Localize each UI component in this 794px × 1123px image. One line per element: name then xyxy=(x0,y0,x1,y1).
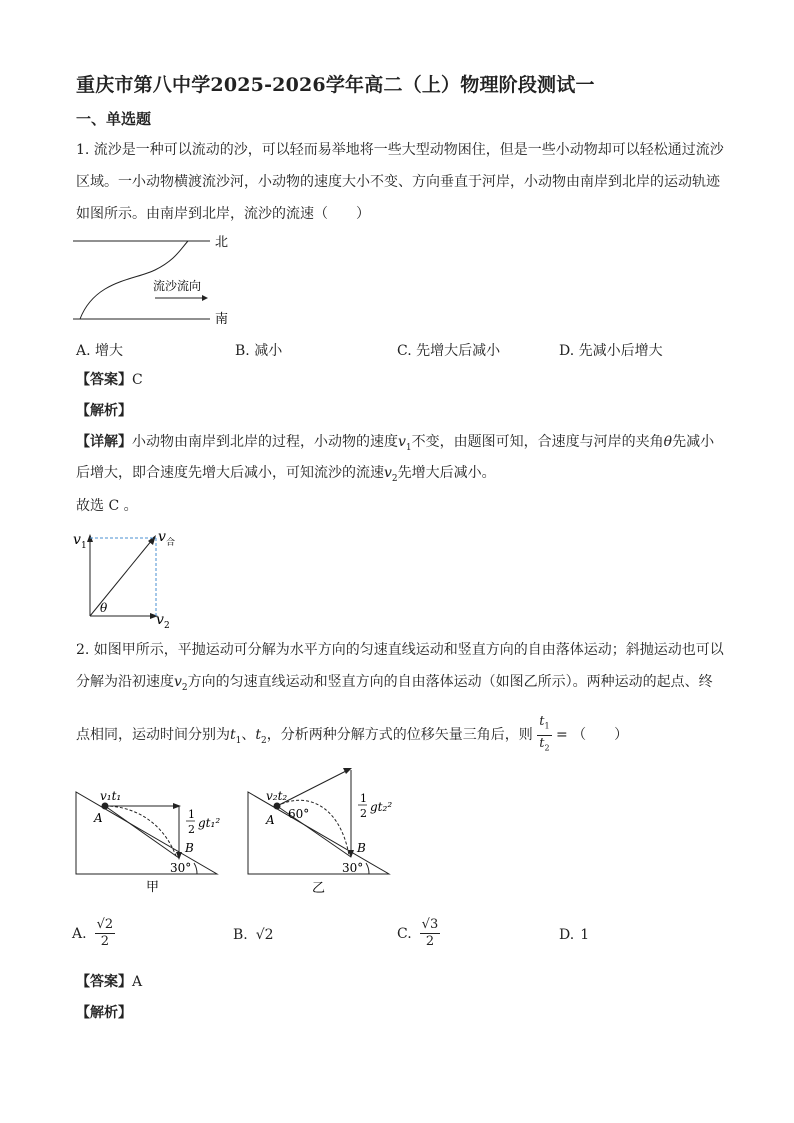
svg-text:θ: θ xyxy=(100,601,108,615)
svg-text:2: 2 xyxy=(188,823,195,836)
north-label: 北 xyxy=(215,235,229,250)
svg-text:60°: 60° xyxy=(288,807,310,821)
svg-text:A: A xyxy=(266,813,275,827)
svg-text:合: 合 xyxy=(166,538,176,548)
flow-label: 流沙流向 xyxy=(153,279,202,293)
q1-option-b: B. 减小 xyxy=(235,343,283,359)
svg-text:30°: 30° xyxy=(170,861,192,875)
svg-text:gt₂²: gt₂² xyxy=(370,800,393,814)
answer-tag: 【答案】 xyxy=(76,372,132,388)
q2-line3: 点相同，运动时间分别为$t_1$、$t_2$，分析两种分解方式的位移矢量三角后，则 $\frac{t_1}{t_2}$ = （ ） xyxy=(76,714,628,756)
svg-text:2: 2 xyxy=(360,807,367,820)
q1-conclusion: 故选 C 。 xyxy=(76,498,138,514)
q2-line2: 分解为沿初速度$v_2$方向的匀速直线运动和竖直方向的自由落体运动（如图乙所示）。两种运动的起点、终 xyxy=(76,674,713,693)
start-point xyxy=(102,803,109,810)
q2-answer: 【答案】A xyxy=(76,974,143,990)
q1-line2: 区域。一小动物横渡流沙河，小动物的速度大小不变、方向垂直于河岸，小动物由南岸到北岸的运动轨迹 xyxy=(76,174,720,190)
q1-line3: 如图所示。由南岸到北岸，流沙的流速（ ） xyxy=(76,206,370,222)
svg-text:B: B xyxy=(185,841,194,855)
svg-text:B: B xyxy=(357,841,366,855)
answer-value: C xyxy=(132,372,143,388)
svg-text:v₁t₁: v₁t₁ xyxy=(100,789,122,803)
q2-figure-yi xyxy=(244,762,394,895)
svg-text:甲: 甲 xyxy=(146,880,160,895)
q1-analysis-tag: 【解析】 xyxy=(76,403,132,419)
q1-option-c: C. 先增大后减小 xyxy=(397,343,501,359)
q2-analysis-tag: 【解析】 xyxy=(76,1005,132,1021)
svg-text:2: 2 xyxy=(164,621,170,628)
q1-option-a: A. 增大 xyxy=(76,343,124,359)
svg-text:v₂t₂: v₂t₂ xyxy=(266,789,288,803)
svg-text:乙: 乙 xyxy=(312,881,326,895)
q2-line1: 2. 如图甲所示，平抛运动可分解为水平方向的匀速直线运动和竖直方向的自由落体运动；斜抛运动也可以 xyxy=(76,642,724,658)
q1-line1: 1. 流沙是一种可以流动的沙，可以轻而易举地将一些大型动物困住，但是一些小动物却可以轻松通过流沙 xyxy=(76,142,724,158)
q1-detail-line2: 后增大，即合速度先增大后减小，可知流沙的流速$v_2$先增大后减小。 xyxy=(76,465,496,484)
detail-tag: 【详解】 xyxy=(76,434,132,450)
svg-text:v: v xyxy=(156,612,164,628)
q1-option-d: D. 先减小后增大 xyxy=(559,343,663,359)
svg-text:A: A xyxy=(94,811,103,825)
svg-text:v: v xyxy=(158,529,166,545)
q2-option-b: B. √2 xyxy=(233,927,274,943)
page-title: 重庆市第八中学2025-2026学年高二（上）物理阶段测试一 xyxy=(76,74,595,96)
q1-answer xyxy=(76,370,143,390)
svg-text:1: 1 xyxy=(81,541,87,551)
q1-quicksand-figure xyxy=(70,230,240,328)
start-point xyxy=(274,803,281,810)
q1-velocity-diagram xyxy=(70,528,190,628)
svg-text:v: v xyxy=(73,532,81,548)
q2-option-c: C. $\frac{√3}{2}$ xyxy=(397,917,439,949)
q1-detail-line1: 【详解】小动物由南岸到北岸的过程，小动物的速度$v_1$不变，由题图可知，合速度与河岸的夹角θ先减小 xyxy=(76,434,715,453)
svg-text:1: 1 xyxy=(188,808,195,821)
svg-text:gt₁²: gt₁² xyxy=(198,816,221,830)
south-label: 南 xyxy=(215,312,229,327)
section-heading: 一、单选题 xyxy=(76,110,152,128)
incline-triangle xyxy=(248,792,389,874)
q2-option-d: D. 1 xyxy=(559,927,590,943)
svg-text:1: 1 xyxy=(360,792,367,805)
q2-figure-jia xyxy=(72,780,222,895)
ratio-fraction: $\frac{t_1}{t_2}$ xyxy=(539,714,550,753)
incline-triangle xyxy=(76,792,217,874)
q2-option-a: A. $\frac{√2}{2}$ xyxy=(72,917,114,949)
svg-text:30°: 30° xyxy=(342,861,364,875)
